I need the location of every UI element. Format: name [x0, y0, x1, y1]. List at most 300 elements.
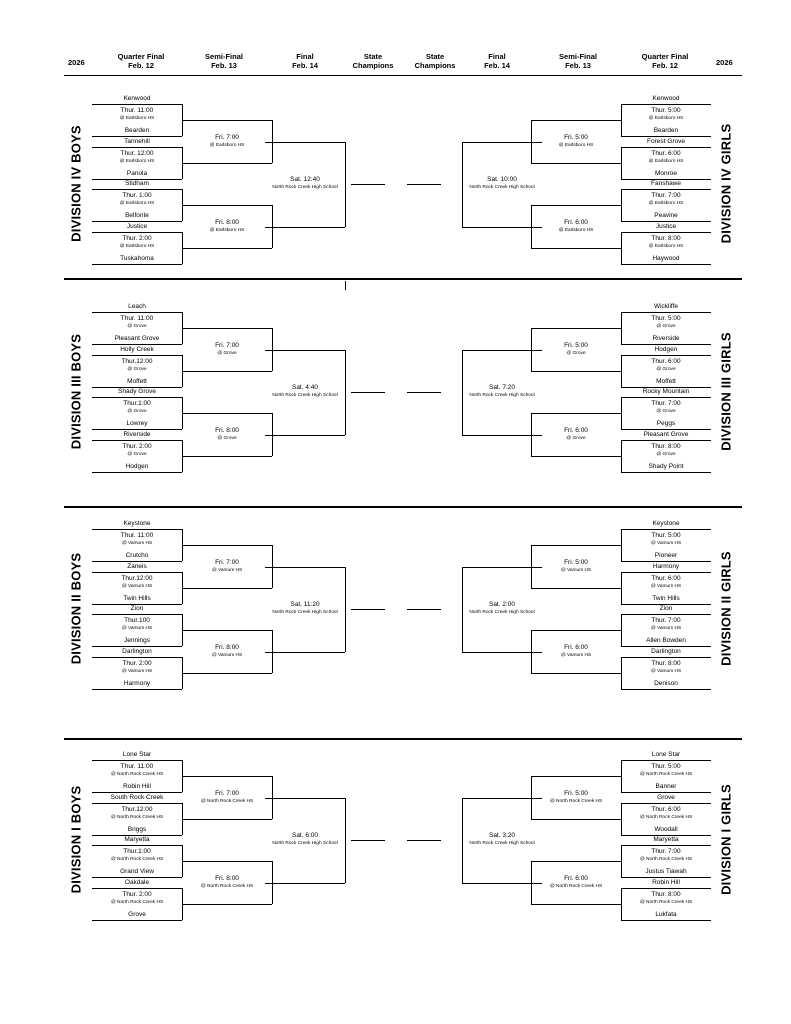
- game-venue: North Rock Creek High School: [272, 185, 338, 190]
- quarterfinal-game: [92, 235, 182, 251]
- game-time: Sat. 7:20: [488, 384, 516, 391]
- game-venue: @ North Rock Creek HS: [110, 857, 164, 862]
- quarterfinal-game: [621, 617, 711, 633]
- game-time: Fri. 6:00: [564, 643, 588, 651]
- game-time: Fri. 7:00: [215, 789, 239, 797]
- bracket-line: [621, 355, 622, 387]
- col-header-quarterfinal-left: [106, 52, 176, 70]
- col-header-top: Semi-Final: [559, 52, 597, 61]
- game-venue: @ North Rock Creek HS: [639, 772, 693, 777]
- final-game: [462, 601, 542, 617]
- game-time: Thur. 11:00: [120, 315, 154, 322]
- game-venue: @ North Rock Creek HS: [549, 798, 603, 804]
- quarterfinal-game: [621, 235, 711, 251]
- team-name: Stidham: [125, 180, 149, 187]
- tick-mark: [345, 281, 346, 290]
- team-name: Justice: [655, 223, 677, 230]
- division-title: DIVISION I BOYS: [68, 785, 84, 894]
- bracket-line: [462, 227, 542, 228]
- team-name: Hodgen: [125, 463, 149, 470]
- game-venue: North Rock Creek High School: [469, 185, 535, 190]
- col-header-bottom: Feb. 13: [565, 61, 591, 70]
- bracket-line: [531, 904, 621, 905]
- game-time: Fri. 6:00: [564, 874, 588, 882]
- bracket-line: [265, 350, 345, 351]
- game-venue: @ Grove: [656, 324, 676, 329]
- bracket-line: [92, 614, 182, 615]
- team-name: Tannehill: [124, 138, 150, 145]
- semifinal-game: [182, 427, 272, 443]
- game-venue: @ Grove: [217, 350, 237, 356]
- semifinal-game: [531, 427, 621, 443]
- game-time: Sat. 4:40: [291, 384, 319, 391]
- team-name: Grove: [128, 911, 146, 918]
- bracket-line: [621, 440, 622, 472]
- game-venue: @ Grove: [217, 435, 237, 441]
- team-name: Jennings: [123, 637, 151, 644]
- quarterfinal-game: [92, 806, 182, 822]
- col-header-bottom: Feb. 12: [652, 61, 678, 70]
- bracket-line: [265, 142, 345, 143]
- game-venue: @ Grove: [127, 452, 147, 457]
- bracket-line: [182, 248, 272, 249]
- game-venue: @ Earlsboro HS: [558, 227, 594, 233]
- game-venue: @ Grove: [566, 435, 586, 441]
- semifinal-game: [531, 644, 621, 660]
- col-header-semifinal-left: [189, 52, 259, 70]
- game-time: Fri. 7:00: [215, 133, 239, 141]
- bracket-line: [182, 163, 272, 164]
- game-venue: @ Vamum HS: [650, 669, 682, 674]
- bracket-line: [531, 673, 621, 674]
- game-venue: @ Grove: [656, 367, 676, 372]
- col-header-top: Final: [296, 52, 314, 61]
- bracket-line: [92, 845, 182, 846]
- bracket-line: [182, 630, 272, 631]
- year-left: 2026: [68, 58, 85, 67]
- bracket-line: [345, 350, 346, 435]
- game-time: Thur. 5:00: [651, 315, 681, 322]
- bracket-line: [92, 572, 182, 573]
- team-name: Peavine: [654, 212, 678, 219]
- game-venue: @ Vamum HS: [560, 567, 592, 573]
- team-name: Belfonte: [125, 212, 149, 219]
- quarterfinal-game: [621, 532, 711, 548]
- game-time: Fri. 7:00: [215, 341, 239, 349]
- game-venue: @ Earlsboro HS: [119, 159, 155, 164]
- bracket-line: [92, 561, 182, 562]
- game-time: Fri. 8:00: [215, 643, 239, 651]
- col-header-top: Semi-Final: [205, 52, 243, 61]
- bracket-line: [182, 120, 272, 121]
- bracket-line: [182, 456, 272, 457]
- bracket-line: [92, 803, 182, 804]
- game-time: Thur. 7:00: [651, 848, 681, 855]
- division-title: DIVISION III GIRLS: [718, 332, 734, 451]
- bracket-line: [621, 572, 622, 604]
- quarterfinal-game: [621, 107, 711, 123]
- team-name: Kenwood: [123, 95, 151, 102]
- bracket-line: [462, 798, 542, 799]
- game-time: Sat. 11:20: [290, 601, 320, 608]
- bracket-line: [531, 120, 621, 121]
- team-name: Forest Grove: [647, 138, 685, 145]
- game-venue: @ Vamum HS: [560, 652, 592, 658]
- bracket-line: [531, 588, 621, 589]
- game-venue: @ Vamum HS: [650, 626, 682, 631]
- quarterfinal-game: [621, 891, 711, 907]
- col-header-final-left: [270, 52, 340, 70]
- team-name: Robin Hill: [123, 783, 151, 790]
- game-time: Thur.1:00: [123, 848, 151, 855]
- quarterfinal-game: [92, 358, 182, 374]
- quarterfinal-game: [92, 400, 182, 416]
- champion-line: [407, 840, 441, 841]
- bracket-line: [621, 760, 622, 792]
- final-game: [265, 601, 345, 617]
- game-time: Thur. 8:00: [651, 235, 681, 242]
- team-name: Grove: [657, 794, 675, 801]
- semifinal-game: [531, 342, 621, 358]
- bracket-line: [92, 888, 182, 889]
- game-time: Thur.1:00: [123, 400, 151, 407]
- bracket-line: [531, 205, 621, 206]
- section-divider: [64, 738, 742, 740]
- quarterfinal-game: [92, 315, 182, 331]
- team-name: Pioneer: [654, 552, 678, 559]
- bracket-line: [621, 189, 711, 190]
- game-time: Thur. 2:00: [122, 235, 152, 242]
- team-name: Twin Hills: [652, 595, 680, 602]
- game-time: Thur. 5:00: [651, 107, 681, 114]
- game-venue: @ Vamum HS: [650, 541, 682, 546]
- team-name: Robin Hill: [652, 879, 680, 886]
- bracket-line: [621, 888, 622, 920]
- game-venue: @ Grove: [566, 350, 586, 356]
- team-name: Lukfata: [655, 911, 677, 918]
- game-venue: @ Earlsboro HS: [648, 116, 684, 121]
- game-venue: North Rock Creek High School: [469, 610, 535, 615]
- game-venue: @ Grove: [127, 367, 147, 372]
- game-time: Fri. 8:00: [215, 874, 239, 882]
- semifinal-game: [531, 790, 621, 806]
- bracket-line: [621, 136, 711, 137]
- team-name: Panola: [126, 170, 148, 177]
- bracket-line: [621, 232, 622, 264]
- col-header-champions-right: [400, 52, 470, 70]
- game-time: Thur.100: [124, 617, 150, 624]
- bracket-line: [462, 142, 542, 143]
- bracket-line: [621, 572, 711, 573]
- division-title: DIVISION I GIRLS: [718, 784, 734, 895]
- col-header-top: Quarter Final: [117, 52, 165, 61]
- bracket-line: [621, 104, 622, 136]
- team-name: Zion: [659, 605, 673, 612]
- team-name: Pleasant Grove: [114, 335, 160, 342]
- bracket-line: [621, 264, 711, 265]
- game-time: Thur. 2:00: [122, 891, 152, 898]
- team-name: Grand View: [120, 868, 154, 875]
- quarterfinal-game: [92, 891, 182, 907]
- bracket-line: [182, 588, 272, 589]
- bracket-line: [345, 142, 346, 227]
- bracket-line: [92, 657, 182, 658]
- team-name: Bearden: [124, 127, 150, 134]
- game-time: Thur. 11:00: [120, 107, 154, 114]
- game-venue: @ Grove: [656, 409, 676, 414]
- bracket-line: [621, 429, 711, 430]
- game-time: Thur. 11:00: [120, 763, 154, 770]
- bracket-line: [621, 221, 711, 222]
- bracket-line: [92, 429, 182, 430]
- quarterfinal-game: [621, 315, 711, 331]
- game-time: Thur. 6:00: [651, 358, 681, 365]
- bracket-line: [92, 792, 182, 793]
- quarterfinal-game: [92, 617, 182, 633]
- game-venue: @ North Rock Creek HS: [110, 900, 164, 905]
- bracket-line: [92, 529, 182, 530]
- game-time: Thur. 11:00: [120, 532, 154, 539]
- team-name: Leach: [128, 303, 146, 310]
- game-time: Thur. 2:00: [122, 660, 152, 667]
- bracket-line: [531, 545, 621, 546]
- bracket-line: [345, 798, 346, 883]
- game-time: Fri. 8:00: [215, 426, 239, 434]
- bracket-line: [531, 861, 621, 862]
- col-header-final-right: [462, 52, 532, 70]
- game-time: Thur. 7:00: [651, 400, 681, 407]
- game-time: Thur. 8:00: [651, 443, 681, 450]
- bracket-line: [621, 397, 622, 429]
- team-name: Tuskahoma: [120, 255, 154, 262]
- game-venue: @ Vamum HS: [121, 541, 153, 546]
- team-name: Rocky Mountain: [642, 388, 690, 395]
- team-name: Denison: [654, 680, 678, 687]
- game-venue: North Rock Creek High School: [272, 610, 338, 615]
- game-venue: @ Earlsboro HS: [209, 142, 245, 148]
- game-venue: @ North Rock Creek HS: [549, 883, 603, 889]
- bracket-line: [92, 472, 182, 473]
- team-name: Moffett: [127, 378, 147, 385]
- game-time: Fri. 5:00: [564, 789, 588, 797]
- team-name: Riverside: [123, 431, 151, 438]
- game-venue: @ North Rock Creek HS: [639, 900, 693, 905]
- bracket-line: [265, 227, 345, 228]
- bracket-line: [92, 689, 182, 690]
- game-time: Thur. 1:00: [122, 192, 152, 199]
- game-time: Sat. 6:00: [291, 832, 319, 839]
- quarterfinal-game: [621, 575, 711, 591]
- quarterfinal-game: [92, 660, 182, 676]
- bracket-line: [621, 189, 622, 221]
- champion-line: [351, 392, 385, 393]
- bracket-line: [621, 529, 622, 561]
- bracket-line: [462, 350, 542, 351]
- quarterfinal-game: [92, 150, 182, 166]
- team-name: Kenwood: [652, 95, 680, 102]
- team-name: Hodgen: [654, 346, 678, 353]
- team-name: Fanshawe: [651, 180, 681, 187]
- game-venue: @ Earlsboro HS: [648, 201, 684, 206]
- bracket-line: [621, 344, 711, 345]
- quarterfinal-game: [621, 848, 711, 864]
- bracket-line: [531, 248, 621, 249]
- bracket-line: [621, 657, 711, 658]
- bracket-line: [92, 344, 182, 345]
- team-name: Keystone: [123, 520, 151, 527]
- team-name: Bearden: [653, 127, 679, 134]
- game-venue: @ North Rock Creek HS: [639, 815, 693, 820]
- quarterfinal-game: [92, 575, 182, 591]
- team-name: Maryetta: [653, 836, 679, 843]
- game-venue: @ Vamum HS: [211, 652, 243, 658]
- col-header-bottom: Champions: [414, 61, 456, 70]
- bracket-line: [92, 264, 182, 265]
- col-header-top: Final: [488, 52, 506, 61]
- bracket-line: [621, 355, 711, 356]
- team-name: Holly Creek: [120, 346, 154, 353]
- semifinal-game: [182, 219, 272, 235]
- bracket-line: [92, 646, 182, 647]
- bracket-line: [531, 776, 621, 777]
- game-venue: @ Grove: [127, 409, 147, 414]
- col-header-bottom: Feb. 12: [128, 61, 154, 70]
- team-name: Briggs: [127, 826, 147, 833]
- bracket-line: [92, 147, 182, 148]
- bracket-line: [92, 232, 182, 233]
- quarterfinal-game: [621, 443, 711, 459]
- game-time: Fri. 5:00: [564, 133, 588, 141]
- bracket-line: [531, 413, 621, 414]
- team-name: Riverside: [652, 335, 680, 342]
- bracket-line: [92, 355, 182, 356]
- game-venue: @ Vamum HS: [121, 669, 153, 674]
- game-time: Thur. 8:00: [651, 891, 681, 898]
- game-time: Thur.12:00: [121, 575, 153, 582]
- bracket-line: [462, 652, 542, 653]
- semifinal-game: [182, 134, 272, 150]
- team-name: Shady Point: [648, 463, 684, 470]
- champion-line: [407, 184, 441, 185]
- bracket-line: [92, 877, 182, 878]
- game-time: Thur. 12:00: [120, 150, 154, 157]
- game-venue: North Rock Creek High School: [272, 841, 338, 846]
- col-header-top: State: [425, 52, 445, 61]
- bracket-line: [621, 760, 711, 761]
- quarterfinal-game: [621, 192, 711, 208]
- game-venue: @ Grove: [127, 324, 147, 329]
- game-venue: @ Earlsboro HS: [558, 142, 594, 148]
- final-game: [462, 176, 542, 192]
- champion-line: [351, 840, 385, 841]
- bracket-line: [621, 803, 711, 804]
- bracket-line: [531, 163, 621, 164]
- col-header-semifinal-right: [543, 52, 613, 70]
- quarterfinal-game: [92, 848, 182, 864]
- game-venue: @ North Rock Creek HS: [200, 883, 254, 889]
- game-venue: @ Vamum HS: [121, 626, 153, 631]
- semifinal-game: [531, 559, 621, 575]
- bracket-line: [621, 472, 711, 473]
- game-time: Thur.12:00: [121, 358, 153, 365]
- bracket-line: [182, 819, 272, 820]
- bracket-line: [621, 689, 711, 690]
- semifinal-game: [531, 134, 621, 150]
- bracket-line: [531, 630, 621, 631]
- quarterfinal-game: [621, 763, 711, 779]
- team-name: Harmony: [652, 563, 680, 570]
- game-time: Sat. 2:00: [488, 601, 516, 608]
- section-divider: [64, 506, 742, 508]
- champion-line: [351, 184, 385, 185]
- bracket-line: [621, 232, 711, 233]
- bracket-line: [621, 792, 711, 793]
- bracket-line: [621, 397, 711, 398]
- year-right: 2026: [716, 58, 733, 67]
- team-name: Justus Tiawah: [645, 868, 687, 875]
- semifinal-game: [182, 790, 272, 806]
- quarterfinal-game: [621, 150, 711, 166]
- bracket-line: [92, 397, 182, 398]
- game-time: Thur. 7:00: [651, 617, 681, 624]
- bracket-line: [92, 312, 182, 313]
- bracket-line: [182, 904, 272, 905]
- col-header-top: State: [363, 52, 383, 61]
- col-header-bottom: Feb. 13: [211, 61, 237, 70]
- semifinal-game: [531, 219, 621, 235]
- team-name: Woodall: [654, 826, 678, 833]
- bracket-line: [462, 567, 542, 568]
- bracket-line: [621, 646, 711, 647]
- final-game: [265, 384, 345, 400]
- bracket-line: [92, 136, 182, 137]
- col-header-quarterfinal-right: [630, 52, 700, 70]
- team-name: Monroe: [654, 170, 678, 177]
- bracket-line: [92, 221, 182, 222]
- division-title: DIVISION IV GIRLS: [718, 123, 734, 244]
- game-venue: @ North Rock Creek HS: [200, 798, 254, 804]
- bracket-line: [182, 545, 272, 546]
- bracket-line: [182, 776, 272, 777]
- game-time: Thur. 6:00: [651, 150, 681, 157]
- champion-line: [407, 392, 441, 393]
- semifinal-game: [182, 644, 272, 660]
- final-game: [265, 176, 345, 192]
- team-name: Justice: [126, 223, 148, 230]
- bracket-line: [621, 803, 622, 835]
- bracket-line: [621, 147, 622, 179]
- bracket-line: [265, 567, 345, 568]
- quarterfinal-game: [92, 763, 182, 779]
- quarterfinal-game: [621, 358, 711, 374]
- game-time: Sat. 3:20: [488, 832, 516, 839]
- final-game: [462, 384, 542, 400]
- team-name: Banner: [655, 783, 677, 790]
- semifinal-game: [531, 875, 621, 891]
- game-venue: @ North Rock Creek HS: [110, 772, 164, 777]
- bracket-line: [182, 413, 272, 414]
- division-title: DIVISION IV BOYS: [68, 125, 84, 242]
- division-title: DIVISION II GIRLS: [718, 551, 734, 666]
- bracket-line: [621, 312, 622, 344]
- game-venue: North Rock Creek High School: [469, 393, 535, 398]
- game-venue: @ North Rock Creek HS: [639, 857, 693, 862]
- game-venue: @ Earlsboro HS: [648, 159, 684, 164]
- quarterfinal-game: [621, 400, 711, 416]
- semifinal-game: [182, 559, 272, 575]
- header-rule: [64, 75, 742, 76]
- bracket-line: [621, 529, 711, 530]
